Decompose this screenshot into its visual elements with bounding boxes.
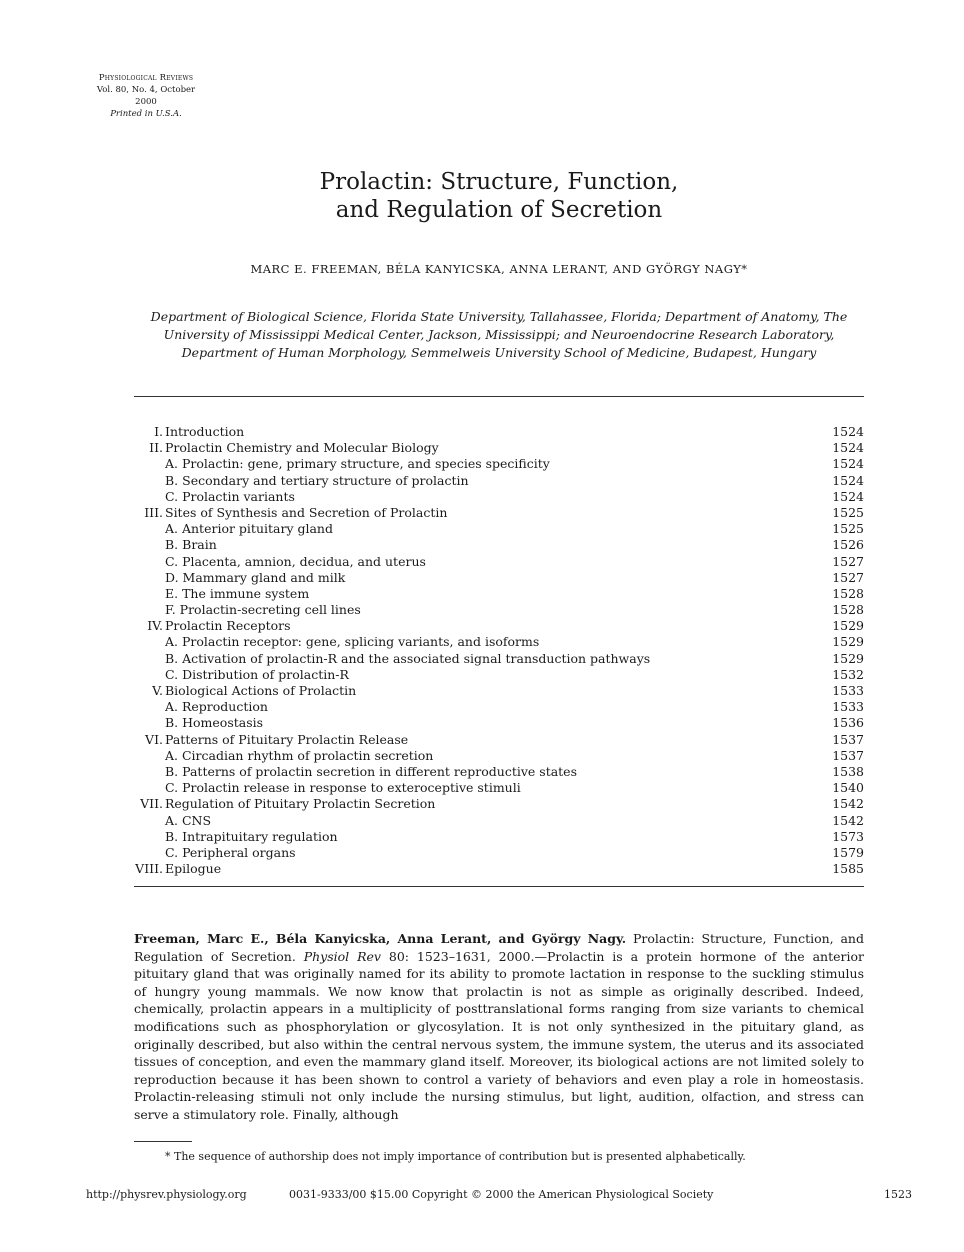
affiliation-line-1: Department of Biological Science, Florida State University, Tallahassee, Florida; Department of Anatomy, The [150,309,848,324]
toc-entry-label: B. Brain [165,537,217,553]
toc-entry-label: D. Mammary gland and milk [165,569,346,585]
toc-entry-label: Regulation of Pituitary Prolactin Secretion [165,796,436,812]
toc-entry-page: 1524 [832,488,864,504]
toc-entry-page: 1532 [832,666,864,682]
toc-entry-page: 1529 [832,618,864,634]
abstract-journal: Physiol Rev [303,948,381,964]
toc-entry-page: 1526 [832,537,864,553]
toc-entry-label: B. Secondary and tertiary structure of prolactin [165,472,469,488]
abstract-authors: Freeman, Marc E., Béla Kanyicska, Anna Lerant, and György Nagy. [134,931,627,946]
toc-entry [134,570,864,586]
toc-bottom-rule [134,886,864,887]
toc-entry-label: Patterns of Pituitary Prolactin Release [165,731,409,747]
toc-entry [134,440,864,456]
toc-entry [134,521,864,537]
toc-entry [134,748,864,764]
toc-entry-page: 1528 [832,602,864,618]
footnote-rule [134,1141,192,1142]
toc-entry-label: C. Prolactin variants [165,488,295,504]
toc-entry [134,651,864,667]
toc-entry-label: Prolactin Receptors [165,618,291,634]
toc-entry [134,683,864,699]
toc-entry-label: B. Activation of prolactin-R and the associated signal transduction pathways [165,650,651,666]
toc-entry-number: II. [149,440,163,456]
toc-entry-label: Epilogue [165,861,222,877]
toc-entry-label: Sites of Synthesis and Secretion of Prolactin [165,504,448,520]
toc-entry-page: 1542 [832,796,864,812]
toc-entry [134,473,864,489]
toc-entry-label: C. Peripheral organs [165,844,296,860]
journal-name: Physiological Reviews [98,73,194,83]
toc-entry-label: A. Anterior pituitary gland [165,521,333,537]
toc-entry-page: 1538 [832,763,864,779]
toc-entry-label: C. Prolactin release in response to exteroceptive stimuli [165,780,521,796]
printed-note: Printed in U.S.A. [110,109,182,119]
toc-entry-label: A. Prolactin: gene, primary structure, and species specificity [165,456,550,472]
toc-entry [134,505,864,521]
toc-entry-page: 1585 [832,861,864,877]
toc-entry-label: F. Prolactin-secreting cell lines [165,602,361,618]
toc-entry [134,554,864,570]
toc-entry-page: 1527 [832,569,864,585]
toc-entry-page: 1524 [832,440,864,456]
toc-entry-number: VI. [145,731,163,747]
toc-entry-page: 1529 [832,650,864,666]
toc-entry [134,845,864,861]
toc-entry-label: B. Homeostasis [165,715,264,731]
toc-entry-page: 1527 [832,553,864,569]
toc-entry-page: 1524 [832,424,864,439]
toc-entry [134,489,864,505]
toc-entry [134,699,864,715]
toc-entry [134,634,864,650]
toc-entry [134,618,864,634]
toc-entry-label: Biological Actions of Prolactin [165,683,357,698]
toc-entry-label: Introduction [165,424,245,439]
toc-entry [134,861,864,877]
toc-entry [134,456,864,472]
toc-entry-page: 1533 [832,699,864,715]
toc-top-rule [134,396,864,397]
toc-entry-page: 1573 [832,828,864,844]
toc-entry-number: I. [154,424,163,439]
affiliation-line-3: Department of Human Morphology, Semmelweis University School of Medicine, Budapest, Hungary [181,345,817,360]
toc-entry [134,780,864,796]
author-list: MARC E. FREEMAN, BÉLA KANYICSKA, ANNA LERANT, AND GYÖRGY NAGY* [250,262,748,276]
toc-entry-label: C. Distribution of prolactin-R [165,666,349,682]
affiliations [134,308,864,362]
toc-entry [134,424,864,440]
table-of-contents [134,424,864,877]
toc-entry-page: 1524 [832,456,864,472]
toc-entry-label: B. Patterns of prolactin secretion in different reproductive states [165,763,577,779]
toc-entry-page: 1524 [832,472,864,488]
toc-entry [134,667,864,683]
toc-entry-label: A. Circadian rhythm of prolactin secretion [165,747,434,763]
toc-entry-number: IV. [147,618,163,634]
toc-entry-label: B. Intrapituitary regulation [165,828,338,844]
abstract-title: Prolactin: Structure, Function, and Regulation of Secretion. [134,931,864,964]
toc-entry-page: 1540 [832,780,864,796]
toc-entry [134,715,864,731]
toc-entry-page: 1542 [832,812,864,828]
toc-entry [134,602,864,618]
toc-entry-label: A. CNS [165,812,212,828]
journal-volume: Vol. 80, No. 4, October 2000 [96,85,196,107]
abstract [134,930,864,1124]
toc-entry-number: VIII. [135,861,163,877]
toc-entry-page: 1537 [832,747,864,763]
toc-entry-label: A. Reproduction [165,699,268,715]
toc-entry [134,586,864,602]
toc-entry-page: 1528 [832,585,864,601]
footer-copyright: 0031-9333/00 $15.00 Copyright © 2000 the American Physiological Society [289,1188,714,1201]
journal-header [86,72,206,120]
toc-entry-label: C. Placenta, amnion, decidua, and uterus [165,553,426,569]
toc-entry-page: 1579 [832,844,864,860]
toc-entry-label: A. Prolactin receptor: gene, splicing variants, and isoforms [165,634,540,650]
title-line-2: and Regulation of Secretion [335,197,663,223]
toc-entry [134,796,864,812]
toc-entry-number: VII. [140,796,163,812]
toc-entry [134,732,864,748]
toc-entry [134,764,864,780]
abstract-citation: 80: 1523–1631, 2000.— [380,948,547,964]
affiliation-line-2: University of Mississippi Medical Center, Jackson, Mississippi; and Neuroendocrine Research Laboratory, [163,327,835,342]
footnote: * The sequence of authorship does not imply importance of contribution but is presented alphabetically. [165,1150,746,1163]
toc-entry-label: Prolactin Chemistry and Molecular Biology [165,440,439,456]
abstract-body: Prolactin is a protein hormone of the anterior pituitary gland that was originally named for its ability to promote lactation in response to the suckling stimulus of hungry young mammals. We now know that prolactin is not as simple as originally described. Indeed, chemically, prolactin appears in a multiplicity of posttranslational forms ranging from size variants to chemical modifications such as phosphorylation or glycosylation. It is not only synthesized in the pituitary gland, as originally described, but also within the central nervous system, the immune system, the uterus and its associated tissues of conception, and even the mammary gland itself. Moreover, its biological actions are not limited solely to reproduction because it has been shown to control a variety of behaviors and even play a role in homeostasis. Prolactin-releasing stimuli not only include the nursing stimulus, but light, audition, olfaction, and stress can serve a stimulatory role. Finally, although [134,948,865,1122]
toc-entry-page: 1525 [832,521,864,537]
toc-entry-page: 1533 [832,683,864,698]
title-line-1: Prolactin: Structure, Function, [319,169,679,195]
toc-entry-number: V. [152,683,163,698]
toc-entry [134,537,864,553]
footer-url[interactable]: http://physrev.physiology.org [86,1188,247,1201]
footer-page-number: 1523 [884,1188,912,1201]
toc-entry-page: 1537 [832,731,864,747]
article-title [134,168,864,224]
toc-entry [134,829,864,845]
toc-entry-label: E. The immune system [165,585,310,601]
toc-entry-page: 1529 [832,634,864,650]
toc-entry [134,813,864,829]
toc-entry-page: 1536 [832,715,864,731]
toc-entry-number: III. [144,504,163,520]
toc-entry-page: 1525 [832,504,864,520]
